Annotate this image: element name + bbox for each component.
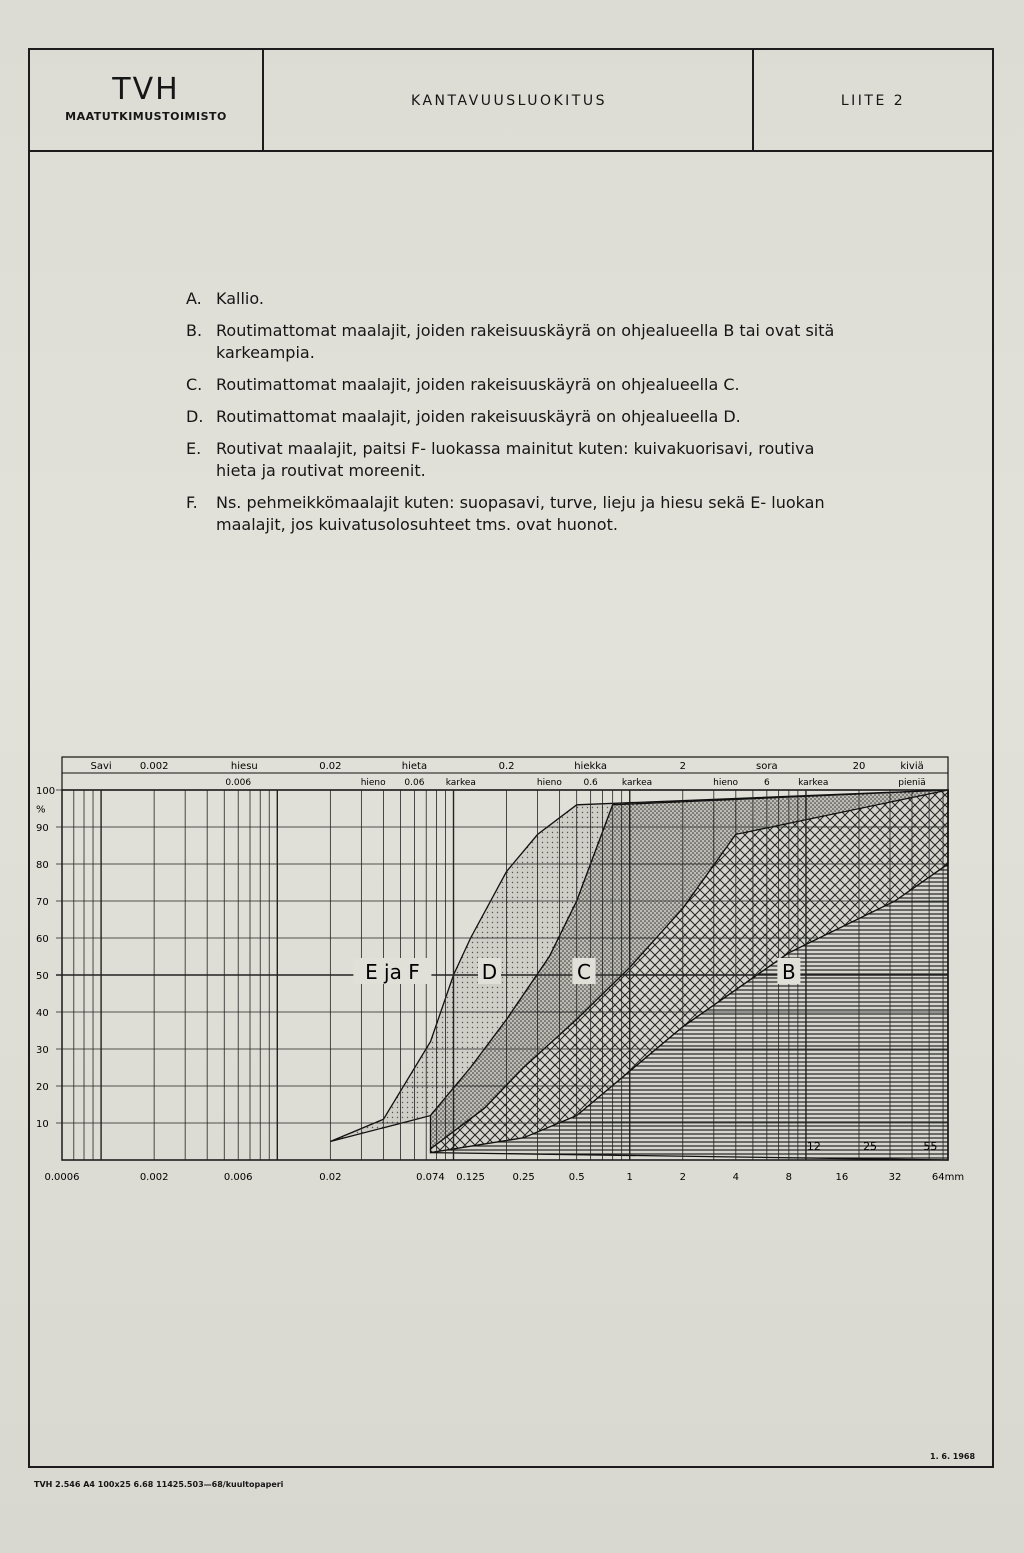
attachment-label: LIITE 2 — [840, 93, 906, 109]
fraction-label: 2 — [679, 761, 686, 772]
class-letter: C. — [186, 375, 203, 394]
x-tick-label: 0.125 — [456, 1172, 485, 1183]
y-tick-label: 100 — [36, 786, 56, 797]
class-letter: A. — [186, 289, 202, 308]
x-tick-label: 0.5 — [568, 1172, 585, 1183]
fraction-sub-label: karkea — [621, 778, 653, 788]
class-text: Ns. pehmeikkömaalajit kuten: suopasavi, turve, lieju ja hiesu sekä E- luokan maalajit, jos kuivatusolosuhteet tms. ovat huonot. — [216, 493, 825, 534]
class-text: Routimattomat maalajit, joiden rakeisuuskäyrä on ohjealueella D. — [216, 407, 741, 426]
fraction-sub-label: hieno — [713, 778, 739, 788]
x-tick-label: 4 — [732, 1172, 740, 1183]
header-title-cell — [264, 48, 754, 150]
y-tick-label: 80 — [36, 860, 49, 871]
fraction-sub-label: karkea — [445, 778, 476, 788]
document-title: KANTAVUUSLUOKITUS — [411, 93, 607, 109]
class-item — [186, 492, 846, 536]
class-item — [186, 288, 846, 310]
org-name: MAATUTKIMUSTOIMISTO — [65, 110, 227, 123]
org-abbreviation: TVH — [112, 72, 180, 107]
x-tick-label: 32 — [888, 1172, 902, 1183]
fraction-label: Savi — [90, 761, 112, 772]
class-text: Routimattomat maalajit, joiden rakeisuuskäyrä on ohjealueella B tai ovat sitä karkeampia. — [216, 321, 835, 362]
x-tick-label: 0.006 — [223, 1172, 253, 1183]
y-tick-label: 40 — [36, 1008, 49, 1019]
fraction-label: hiesu — [230, 761, 258, 772]
x-tick-label: 64mm — [931, 1172, 965, 1183]
x-tick-label: 1 — [626, 1172, 633, 1183]
class-text: Routivat maalajit, paitsi F- luokassa mainitut kuten: kuivakuorisavi, routiva hieta ja routivat moreenit. — [216, 439, 815, 480]
fraction-sub-label: 0.006 — [225, 778, 252, 788]
class-letter: F. — [186, 493, 198, 512]
class-item — [186, 374, 846, 396]
class-letter: B. — [186, 321, 203, 340]
fraction-sub-label: hieno — [536, 778, 562, 788]
x-tick-label: 0.074 — [416, 1172, 445, 1183]
region-label: E ja F — [365, 960, 420, 984]
header-org-cell — [28, 48, 264, 150]
fraction-label: 20 — [852, 761, 866, 772]
class-list — [186, 288, 846, 546]
class-letter: D. — [186, 407, 204, 426]
class-item — [186, 406, 846, 428]
x-tick-label: 0.0006 — [44, 1172, 80, 1183]
fraction-label: 0.2 — [498, 761, 515, 772]
fraction-sub-label: pieniä — [898, 778, 926, 788]
inner-tick-label: 55 — [923, 1140, 938, 1153]
x-tick-label: 16 — [835, 1172, 849, 1183]
fraction-label: 0.002 — [139, 761, 169, 772]
fraction-sub-label: 0.6 — [583, 778, 598, 788]
x-tick-label: 8 — [785, 1172, 793, 1183]
y-unit-label: % — [36, 804, 46, 816]
header-attachment-cell — [754, 48, 992, 150]
region-label: D — [481, 960, 498, 984]
inner-tick-label: 25 — [863, 1140, 878, 1153]
x-tick-label: 0.25 — [512, 1172, 535, 1183]
y-tick-label: 30 — [36, 1045, 49, 1056]
fraction-label: sora — [756, 761, 778, 772]
fraction-sub-label: karkea — [798, 778, 829, 788]
class-text: Kallio. — [216, 289, 264, 308]
fraction-sub-label: 6 — [763, 778, 770, 788]
fraction-label: hieta — [401, 761, 428, 772]
y-tick-label: 20 — [36, 1082, 49, 1093]
footer-print-info: TVH 2.546 A4 100x25 6.68 11425.503—68/kuultopaperi — [34, 1480, 284, 1489]
grain-size-chart-svg — [0, 740, 1024, 1200]
fraction-label: kiviä — [900, 761, 924, 772]
fraction-label: 0.02 — [319, 761, 342, 772]
grain-size-chart — [0, 740, 1024, 1200]
y-tick-label: 50 — [36, 971, 49, 982]
region-label: B — [781, 960, 796, 984]
y-tick-label: 10 — [36, 1119, 49, 1130]
x-tick-label: 0.002 — [139, 1172, 169, 1183]
class-letter: E. — [186, 439, 202, 458]
class-item — [186, 438, 846, 482]
x-tick-label: 2 — [679, 1172, 686, 1183]
class-text: Routimattomat maalajit, joiden rakeisuuskäyrä on ohjealueella C. — [216, 375, 740, 394]
y-tick-label: 60 — [36, 934, 49, 945]
y-tick-label: 70 — [36, 897, 49, 908]
x-tick-label: 0.02 — [319, 1172, 342, 1183]
frame-bottom-line — [28, 1466, 994, 1468]
y-tick-label: 90 — [36, 823, 49, 834]
fraction-label: hiekka — [574, 761, 608, 772]
header-table — [28, 48, 994, 152]
inner-tick-label: 12 — [806, 1140, 821, 1153]
class-item — [186, 320, 846, 364]
footer-date: 1. 6. 1968 — [930, 1452, 976, 1461]
fraction-sub-label: hieno — [360, 778, 386, 788]
fraction-sub-label: 0.06 — [404, 778, 425, 788]
region-label: C — [576, 960, 591, 984]
